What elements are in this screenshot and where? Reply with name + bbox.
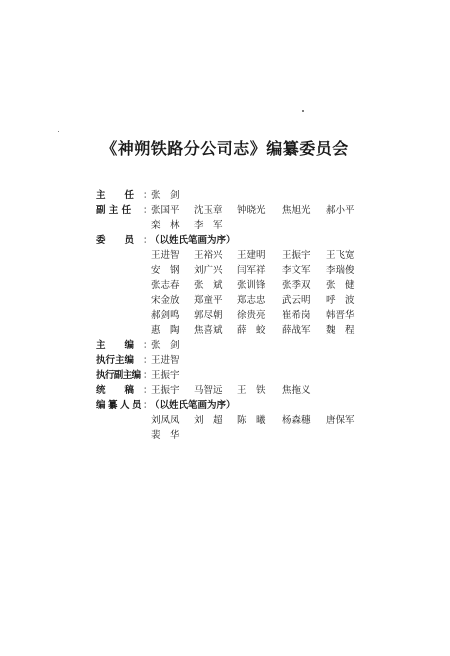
member-name: 王进智 xyxy=(151,250,180,261)
row-director: 主 任 ： 张 剑 xyxy=(96,190,180,201)
row-compilers: 统 稿 ： 王振宇 马智远 王 铁 焦拖义 xyxy=(96,385,311,396)
member-name: 郭尽朝 xyxy=(194,310,223,321)
member-name: 郝剑鸣 xyxy=(151,310,180,321)
row-members-6 xyxy=(96,323,426,338)
row-members-1 xyxy=(96,248,426,263)
row-editors-2 xyxy=(96,428,426,443)
role-label: 主 任 xyxy=(96,190,135,201)
member-name: 裴 华 xyxy=(151,430,180,441)
role-label: 编 纂 人 员 xyxy=(96,400,142,411)
member-name: 郝小平 xyxy=(326,205,355,216)
member-name: 王裕兴 xyxy=(194,250,223,261)
member-name: 栾 林 xyxy=(151,220,180,231)
member-name: 焦拖义 xyxy=(282,385,311,396)
member-name: 崔希岗 xyxy=(282,310,311,321)
member-name: 闫军祥 xyxy=(237,265,266,276)
ordering-note: （以姓氏笔画为序） xyxy=(150,400,236,411)
member-name: 郑童平 xyxy=(194,295,223,306)
member-name: 徐贵亮 xyxy=(237,310,266,321)
member-name: 张志春 xyxy=(151,280,180,291)
member-name: 王进智 xyxy=(151,355,180,366)
row-members-2 xyxy=(96,263,426,278)
row-vice-director-cont xyxy=(96,218,426,233)
member-name: 王飞宽 xyxy=(326,250,355,261)
member-name: 薛 蛟 xyxy=(237,325,266,336)
member-name: 韩晋华 xyxy=(326,310,355,321)
member-name: 李文军 xyxy=(282,265,311,276)
member-name: 张 斌 xyxy=(194,280,223,291)
member-name: 马智远 xyxy=(194,385,223,396)
role-label: 委 员 xyxy=(96,235,135,246)
committee-roster xyxy=(96,188,426,443)
row-chief-editor: 主 编 ： 张 剑 xyxy=(96,340,180,351)
member-name: 武云明 xyxy=(282,295,311,306)
member-name: 钟晓光 xyxy=(237,205,266,216)
role-label: 执行副主编 xyxy=(96,370,141,381)
member-name: 李瑞俊 xyxy=(326,265,355,276)
member-name: 张 剑 xyxy=(151,190,180,201)
row-editors-1 xyxy=(96,413,426,428)
member-name: 郑志忠 xyxy=(237,295,266,306)
member-name: 刘凤凤 xyxy=(151,415,180,426)
row-members: 委 员 ： （以姓氏笔画为序） xyxy=(96,235,236,246)
row-editors: 编 纂 人 员 ： （以姓氏笔画为序） xyxy=(96,400,236,411)
member-name: 刘广兴 xyxy=(194,265,223,276)
member-name: 唐保军 xyxy=(326,415,355,426)
member-name: 张训锋 xyxy=(237,280,266,291)
member-name: 王振宇 xyxy=(282,250,311,261)
member-name: 杨森穗 xyxy=(282,415,311,426)
member-name: 安 钢 xyxy=(151,265,180,276)
member-name: 焦喜斌 xyxy=(194,325,223,336)
member-name: 张季双 xyxy=(282,280,311,291)
member-name: 王建明 xyxy=(237,250,266,261)
row-vice-director: 副 主 任 ： 张国平 沈玉章 钟晓光 焦旭光 郝小平 xyxy=(96,205,355,216)
member-name: 焦旭光 xyxy=(282,205,311,216)
member-name: 薛战军 xyxy=(282,325,311,336)
member-name: 陈 曦 xyxy=(237,415,266,426)
role-label: 执行主编 xyxy=(96,355,135,366)
row-exec-editor: 执行主编 ： 王进智 xyxy=(96,355,180,366)
role-label: 统 稿 xyxy=(96,385,135,396)
member-name: 王振宇 xyxy=(151,385,180,396)
member-name: 刘 超 xyxy=(194,415,223,426)
ordering-note: （以姓氏笔画为序） xyxy=(150,235,236,246)
row-members-4 xyxy=(96,293,426,308)
member-name: 宋金放 xyxy=(151,295,180,306)
row-members-5 xyxy=(96,308,426,323)
page-title: 《神朔铁路分公司志》编纂委员会 xyxy=(101,139,349,158)
role-label: 副 主 任 xyxy=(96,205,132,216)
member-name: 呼 波 xyxy=(326,295,355,306)
row-exec-deputy-editor: 执行副主编 ： 王振宇 xyxy=(96,370,180,381)
scan-speck xyxy=(302,110,304,112)
scan-speck xyxy=(58,131,59,132)
role-label: 主 编 xyxy=(96,340,135,351)
member-name: 惠 陶 xyxy=(151,325,180,336)
member-name: 王 铁 xyxy=(237,385,266,396)
member-name: 张 健 xyxy=(326,280,355,291)
member-name: 王振宇 xyxy=(151,370,180,381)
member-name: 张 剑 xyxy=(151,340,180,351)
member-name: 张国平 xyxy=(151,205,180,216)
row-members-3 xyxy=(96,278,426,293)
member-name: 李 军 xyxy=(194,220,223,231)
member-name: 魏 程 xyxy=(326,325,355,336)
member-name: 沈玉章 xyxy=(194,205,223,216)
